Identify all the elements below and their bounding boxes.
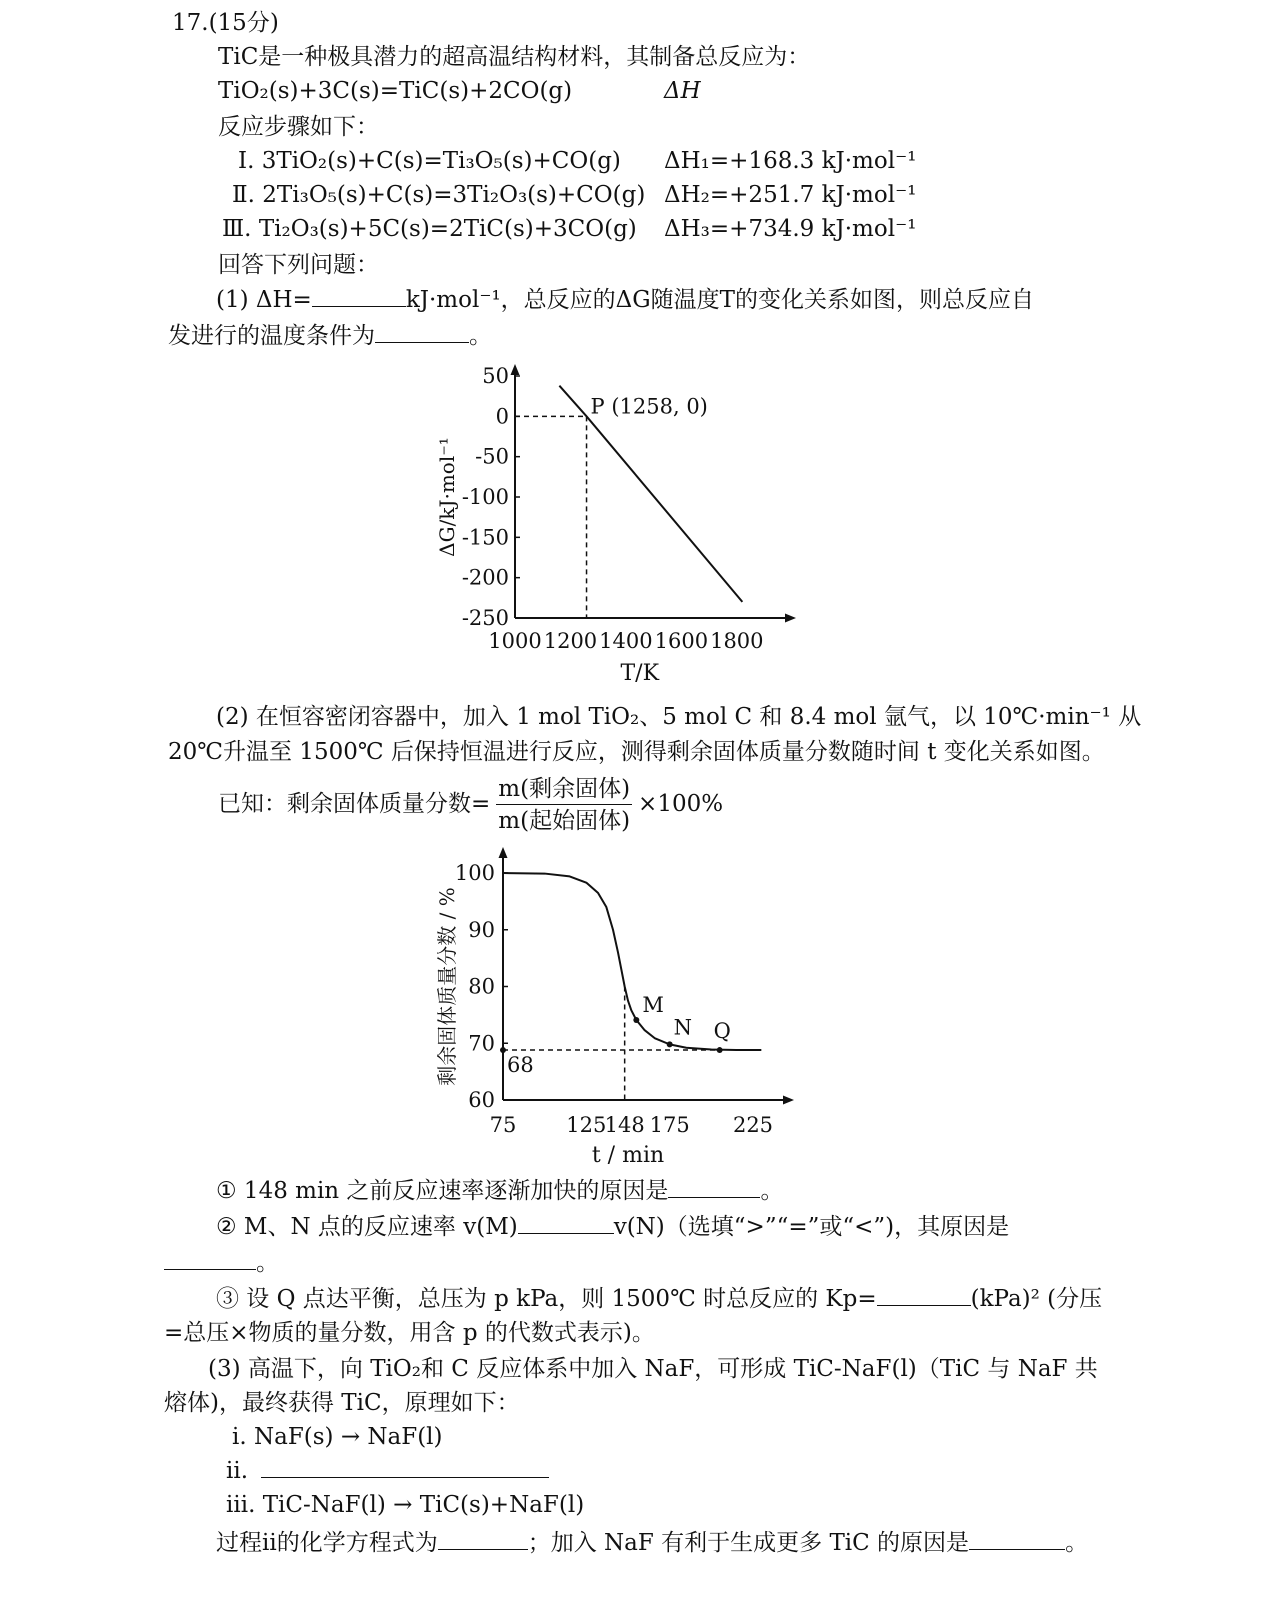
x-axis-arrow xyxy=(783,1096,794,1105)
q1-blank-temperature[interactable] xyxy=(375,322,469,343)
q2-sub1-text: ① 148 min 之前反应速率逐渐加快的原因是 xyxy=(216,1178,669,1204)
step-1-dh: ΔH₁=+168.3 kJ·mol⁻¹ xyxy=(664,148,917,174)
point-m-label: M xyxy=(642,992,664,1017)
x-axis-label: T/K xyxy=(620,661,660,686)
y-tick-label: 80 xyxy=(468,974,495,999)
q3-final-end: 。 xyxy=(1065,1530,1089,1556)
x-tick-label: 225 xyxy=(732,1113,774,1137)
y-tick-label: -200 xyxy=(461,565,509,590)
y-axis-label: 剩余固体质量分数 / % xyxy=(435,887,459,1086)
step-3 xyxy=(222,214,637,244)
q2-line1: (2) 在恒容密闭容器中，加入 1 mol TiO₂、5 mol C 和 8.4 mol 氩气，以 10℃·min⁻¹ 从 xyxy=(216,704,1142,730)
q2-sub2-line2 xyxy=(164,1248,279,1278)
point-q-label: Q xyxy=(713,1019,731,1044)
reference-point xyxy=(500,1047,506,1053)
y-tick-label: -250 xyxy=(461,606,509,630)
q1-line1 xyxy=(216,285,1034,315)
step-2-equation: 2Ti₃O₅(s)+C(s)=3Ti₂O₃(s)+CO(g) xyxy=(262,182,646,208)
q3-blank-equation[interactable] xyxy=(438,1529,528,1550)
step-3-label: Ⅲ. xyxy=(222,216,252,242)
step-1 xyxy=(238,146,621,176)
question-score: (15分) xyxy=(208,10,279,36)
question-header xyxy=(172,8,279,38)
q1-line2 xyxy=(168,321,492,351)
q1-part-d: 。 xyxy=(469,323,492,349)
y-tick-label: -50 xyxy=(475,444,509,469)
q3-step-ii xyxy=(226,1456,549,1486)
step-3-dh: ΔH₃=+734.9 kJ·mol⁻¹ xyxy=(664,216,917,242)
q3-line1: (3) 高温下，向 TiO₂和 C 反应体系中加入 NaF，可形成 TiC-NaF(l)（TiC 与 NaF 共 xyxy=(208,1356,1098,1382)
x-tick-label: 148 xyxy=(604,1113,645,1137)
step-2-dh: ΔH₂=+251.7 kJ·mol⁻¹ xyxy=(664,182,917,208)
q1-blank-dh[interactable] xyxy=(312,286,406,307)
intro-text: TiC是一种极具潜力的超高温结构材料，其制备总反应为： xyxy=(218,44,811,70)
point-p-label: P (1258, 0) xyxy=(590,394,708,419)
q2-sub2 xyxy=(216,1212,1009,1242)
x-tick-label: 1400 xyxy=(599,629,653,653)
total-reaction-dh: ΔH xyxy=(664,78,701,104)
y-axis-arrow xyxy=(499,847,508,858)
q2-sub1 xyxy=(216,1176,783,1206)
q2-sub2-text-a: ② M、N 点的反应速率 v(M) xyxy=(216,1214,518,1240)
step-2-label: Ⅱ. xyxy=(232,182,255,208)
fraction-numerator: m(剩余固体) xyxy=(496,774,632,805)
q3-final-text-b: ；加入 NaF 有利于生成更多 TiC 的原因是 xyxy=(527,1530,970,1556)
q2-sub3-text-a: ③ 设 Q 点达平衡，总压为 p kPa，则 1500℃ 时总反应的 Kp= xyxy=(216,1286,877,1312)
y-tick-label: 60 xyxy=(468,1088,495,1112)
y-tick-label: 70 xyxy=(468,1031,495,1056)
y-tick-label: 0 xyxy=(495,404,509,429)
q2-sub3-text-b: (kPa)² (分压 xyxy=(970,1286,1103,1312)
q3-blank-reason[interactable] xyxy=(969,1529,1065,1550)
step-1-label: Ⅰ. xyxy=(238,148,255,174)
reference-value-label: 68 xyxy=(507,1053,534,1078)
point-n-label: N xyxy=(673,1015,693,1040)
point-n xyxy=(667,1041,673,1047)
total-reaction: TiO₂(s)+3C(s)=TiC(s)+2CO(g) xyxy=(218,78,573,104)
x-tick-label: 125 xyxy=(566,1113,607,1137)
step-1-equation: 3TiO₂(s)+C(s)=Ti₃O₅(s)+CO(g) xyxy=(261,148,621,174)
q2-sub3-blank-kp[interactable] xyxy=(877,1285,971,1306)
q1-part-b: kJ·mol⁻¹，总反应的ΔG随温度T的变化关系如图，则总反应自 xyxy=(405,287,1035,313)
q1-part-a: (1) ΔH= xyxy=(216,287,312,313)
q3-step-i: ⅰ. NaF(s) → NaF(l) xyxy=(232,1424,443,1450)
steps-heading: 反应步骤如下： xyxy=(218,114,379,140)
q3-final xyxy=(216,1528,1088,1558)
q3-line2: 熔体)，最终获得 TiC，原理如下： xyxy=(164,1390,520,1416)
y-tick-label: 90 xyxy=(468,917,495,942)
x-axis-arrow xyxy=(785,614,796,623)
q3-final-text-a: 过程ⅱ的化学方程式为 xyxy=(216,1530,438,1556)
known-prefix: 已知：剩余固体质量分数= xyxy=(218,791,491,817)
step-3-equation: Ti₂O₃(s)+5C(s)=2TiC(s)+3CO(g) xyxy=(258,216,637,242)
x-tick-label: 1600 xyxy=(654,629,709,653)
y-tick-label: 50 xyxy=(482,364,509,388)
step-2 xyxy=(232,180,645,210)
x-tick-label: 1000 xyxy=(488,629,542,653)
fraction-factor: ×100% xyxy=(638,791,724,817)
q2-sub1-blank[interactable] xyxy=(668,1177,760,1198)
q2-known-formula xyxy=(218,772,723,838)
point-q xyxy=(717,1047,723,1053)
q2-sub2-end: 。 xyxy=(256,1250,279,1276)
q1-part-c: 发进行的温度条件为 xyxy=(168,323,375,349)
q2-sub2-text-b: v(N)（选填“>”“=”或“<”)，其原因是 xyxy=(613,1214,1010,1240)
answer-heading: 回答下列问题： xyxy=(218,252,379,278)
point-m xyxy=(633,1017,639,1023)
q2-sub1-end: 。 xyxy=(760,1178,784,1204)
q2-sub3-line2: =总压×物质的量分数，用含 p 的代数式表示)。 xyxy=(164,1320,655,1346)
x-axis-label: t / min xyxy=(591,1143,665,1168)
question-number: 17. xyxy=(172,10,209,36)
x-tick-label: 1800 xyxy=(710,629,764,653)
q3-step-ii-label: ⅱ. xyxy=(226,1458,249,1484)
q3-step-iii: ⅲ. TiC-NaF(l) → TiC(s)+NaF(l) xyxy=(226,1492,585,1518)
y-tick-label: -100 xyxy=(461,485,509,509)
mass-fraction-chart xyxy=(420,842,820,1172)
q2-line2: 20℃升温至 1500℃ 后保持恒温进行反应，测得剩余固体质量分数随时间 t 变化关系如图。 xyxy=(168,739,1105,765)
q2-sub3 xyxy=(216,1284,1102,1314)
delta-g-chart xyxy=(420,362,820,692)
mass-fraction xyxy=(496,774,632,837)
y-axis-label: ΔG/kJ·mol⁻¹ xyxy=(435,437,459,557)
q3-step-ii-blank[interactable] xyxy=(261,1457,549,1478)
y-tick-label: 100 xyxy=(454,861,495,885)
x-tick-label: 75 xyxy=(489,1113,517,1137)
x-tick-label: 1200 xyxy=(543,629,598,653)
y-tick-label: -150 xyxy=(461,525,509,550)
y-axis-arrow xyxy=(511,364,520,375)
q2-sub2-blank-compare[interactable] xyxy=(518,1213,614,1234)
fraction-denominator: m(起始固体) xyxy=(498,807,631,834)
x-tick-label: 175 xyxy=(649,1113,690,1137)
q2-sub2-blank-reason[interactable] xyxy=(164,1249,256,1270)
